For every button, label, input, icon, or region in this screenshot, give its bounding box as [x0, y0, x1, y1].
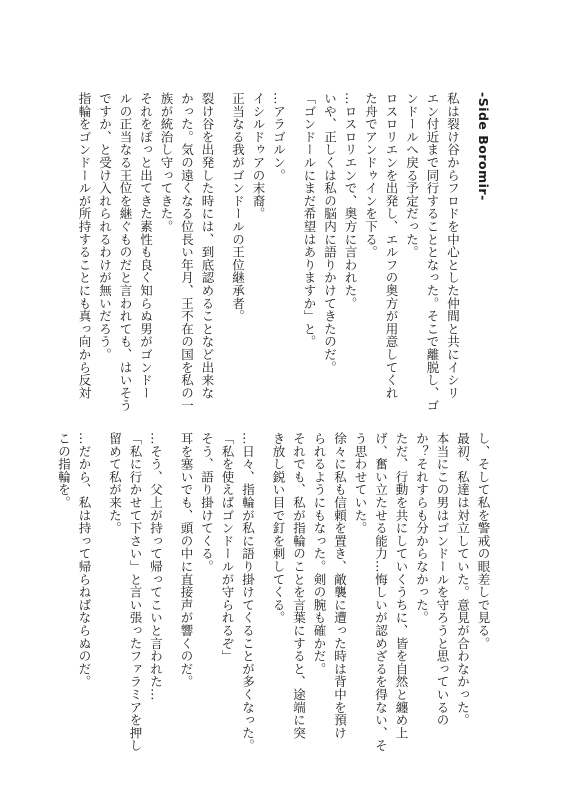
text-line: 「ゴンドールにまだ希望はありますか」と。: [302, 92, 317, 348]
spacer: [289, 92, 299, 392]
text-line: ですか、と受け入れられるわけが無いだろう。: [97, 92, 113, 361]
text-line: き放し鋭い目で釘を刺してくる。: [271, 432, 286, 624]
text-line: …そう、父上が持って帰ってこいと言われた…: [148, 432, 164, 701]
text-line: ルの正当なる王位を継ぐものだと言われても、はいそう: [118, 92, 133, 412]
text-line: それをぽっと出てきた素性も良く知らぬ男がゴンドー: [138, 92, 154, 400]
text-line: し、そして私を警戒の眼差しで見る。: [476, 432, 491, 650]
text-line: 耳を塞いでも、頭の中に直接声が響くのだ。: [179, 432, 194, 688]
lower-text-block: [53, 432, 493, 762]
text-line: ロスロリエンを出発し、エルフの奥方が用意してくれ: [384, 92, 399, 400]
text-line: 族が統治し守ってきた。: [159, 92, 174, 233]
text-line: この指輪を。: [56, 432, 72, 509]
upper-text-block: [74, 92, 494, 412]
spacer: [258, 432, 268, 762]
text-line: げ、奮い立たせる能力…悔しいが認めざるを得ない、そ: [373, 432, 389, 752]
text-line: …日々、指輪が私に語り掛けてくることが多くなった。: [240, 432, 256, 752]
spacer: [94, 432, 104, 762]
text-line: 正当なる我がゴンドールの王位継承者。: [230, 92, 246, 323]
text-line: ただ、行動を共にしていくうちに、皆を自然と纏め上: [394, 432, 409, 740]
text-line: エン付近まで同行することとなった。そこで離脱し、ゴ: [425, 92, 440, 412]
spacer: [166, 432, 176, 762]
text-line: られるようにもなった。剣の腕も確かだ。: [312, 432, 327, 676]
text-line: それでも、私が指輪のことを言葉にすると、途端に突: [291, 432, 307, 740]
text-line: 徐々に私も信頼を置き、敵襲に遭った時は背中を預け: [332, 432, 348, 740]
text-line: 私は裂け谷からフロドを中心とした仲間と共にイシリ: [445, 92, 461, 400]
text-line: 裂け谷を出発した時には、到底認めることなど出来な: [200, 92, 215, 400]
section-heading: -Side Boromir-: [476, 92, 491, 201]
text-line: そう、語り掛けてくる。: [199, 432, 215, 573]
text-line: イシルドゥアの末裔。: [251, 92, 266, 220]
text-line: 「私を使えばゴンドールが守られるぞ」: [220, 432, 235, 663]
text-line: 留めて私が来た。: [107, 432, 123, 535]
text-line: 指輪をゴンドールが所持することにも真っ向から反対: [77, 92, 92, 400]
spacer: [217, 92, 227, 392]
text-line: かった。気の遠くなる位長い年月、王不在の国を私の一: [179, 92, 195, 412]
text-line: 最初、私達は対立していた。意見が合わなかった。: [455, 432, 471, 727]
text-line: …だから、私は持って帰らねばならぬのだ。: [77, 432, 92, 688]
text-line: た舟でアンドゥインを下る。: [363, 92, 379, 259]
text-line: いや、正しくは私の脳内に語りかけてきたのだ。: [322, 92, 338, 374]
text-line: 「私に行かせて下さい」と言い張ったファラミアを押し: [128, 432, 143, 752]
text-line: …アラゴルン。: [271, 92, 287, 182]
spacer: [463, 92, 473, 392]
text-line: か？それすらも分からなかった。: [414, 432, 430, 624]
text-line: ンドールへ戻る予定だった。: [404, 92, 420, 259]
text-line: 本当にこの男はゴンドールを守ろうと思っているの: [435, 432, 450, 727]
text-line: う思わせていた。: [353, 432, 368, 535]
text-line: …ロスロリエンで、奥方に言われた。: [343, 92, 358, 310]
